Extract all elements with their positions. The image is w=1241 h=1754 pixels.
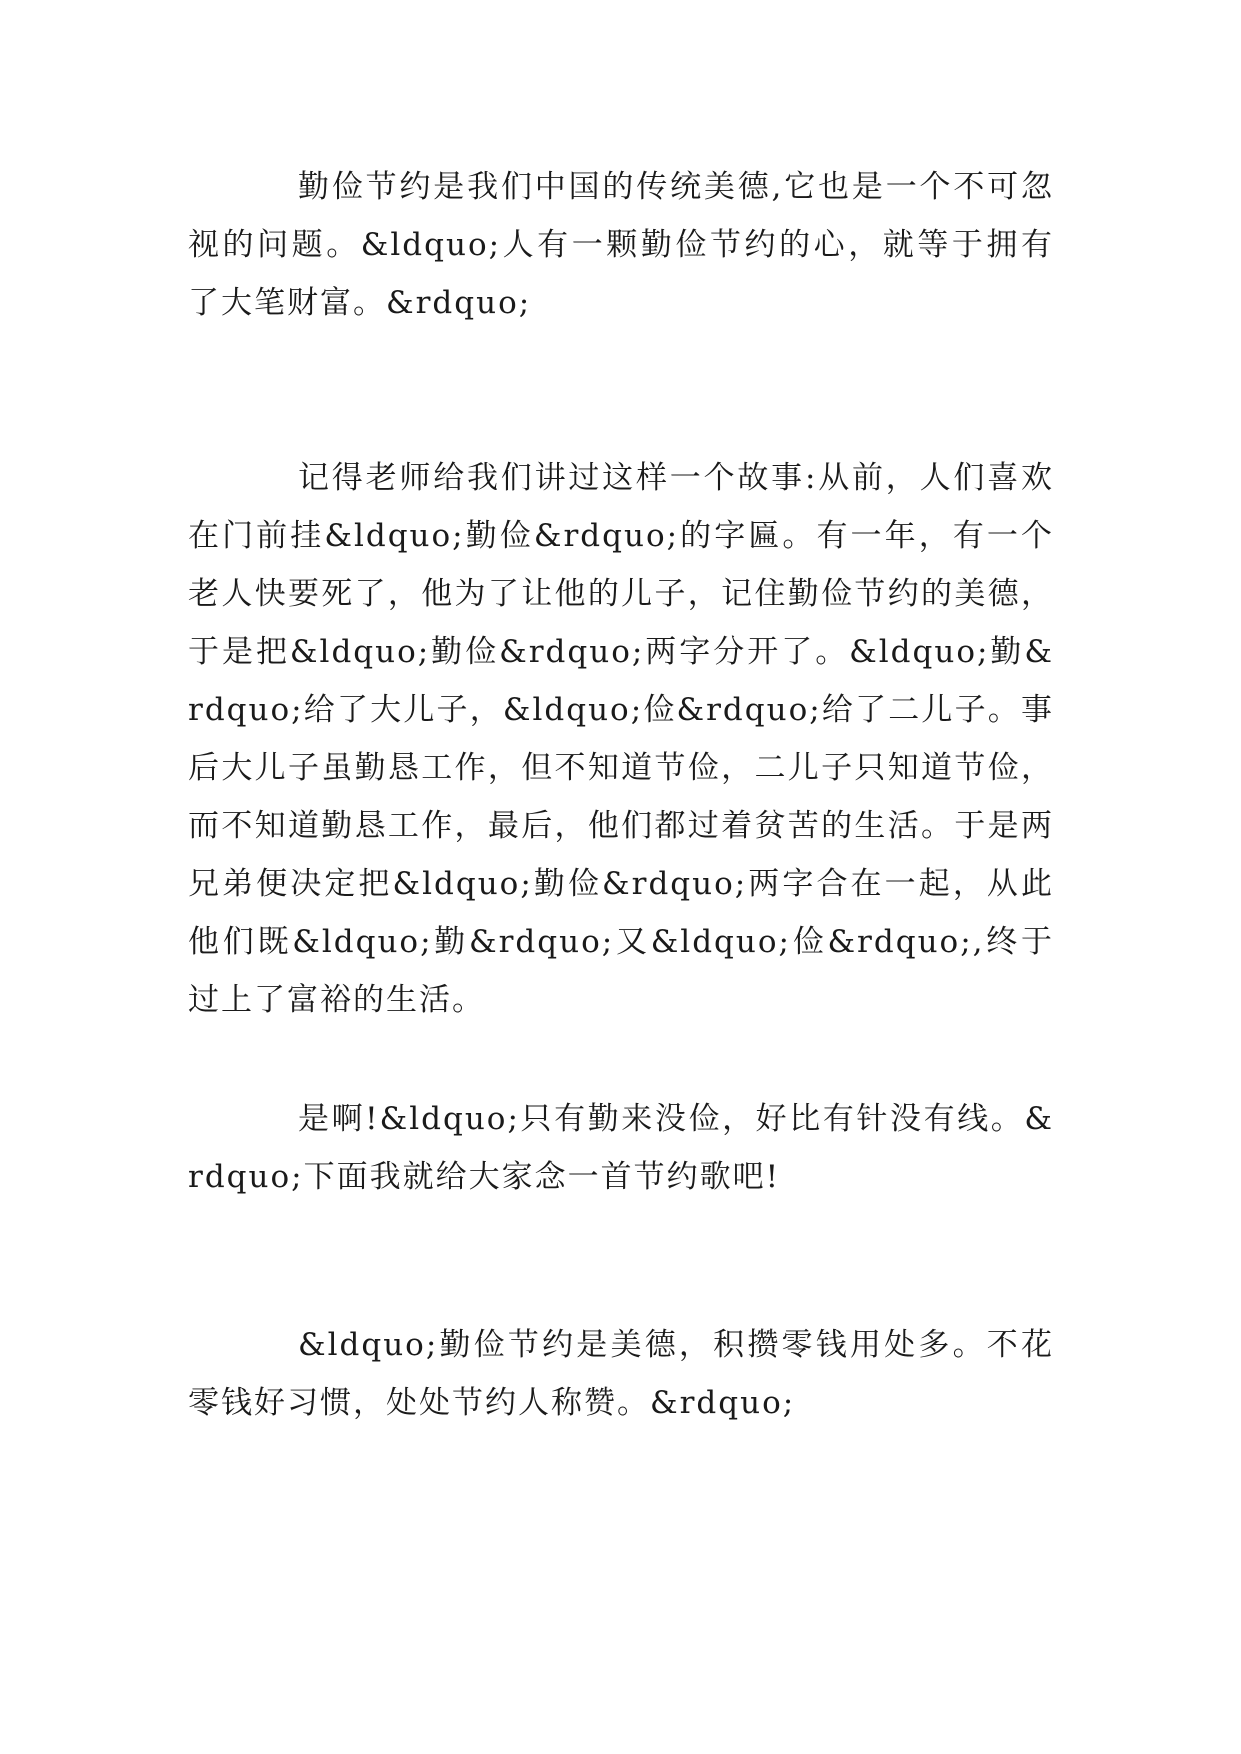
paragraph-1: 勤俭节约是我们中国的传统美德,它也是一个不可忽视的问题。&ldquo;人有一颗勤俭节约的心，就等于拥有了大笔财富。&rdquo; xyxy=(188,169,1054,321)
paragraph-3: 是啊!&ldquo;只有勤来没俭，好比有针没有线。&rdquo;下面我就给大家念一首节约歌吧! xyxy=(188,1101,1054,1195)
paragraph-4: &ldquo;勤俭节约是美德，积攒零钱用处多。不花零钱好习惯，处处节约人称赞。&rdquo; xyxy=(188,1327,1054,1421)
paragraph-2: 记得老师给我们讲过这样一个故事:从前，人们喜欢在门前挂&ldquo;勤俭&rdquo;的字匾。有一年，有一个老人快要死了，他为了让他的儿子，记住勤俭节约的美德，于是把&ldquo;勤俭&rdquo;两字分开了。&ldquo;勤&rdquo;给了大儿子，&ldquo;俭&rdquo;给了二儿子。事后大儿子虽勤恳工作，但不知道节俭，二儿子只知道节俭，而不知道勤恳工作，最后，他们都过着贫苦的生活。于是两兄弟便决定把&ldquo;勤俭&rdquo;两字合在一起，从此他们既&ldquo;勤&rdquo;又&ldquo;俭&rdquo;,终于过上了富裕的生活。 xyxy=(188,460,1054,1018)
